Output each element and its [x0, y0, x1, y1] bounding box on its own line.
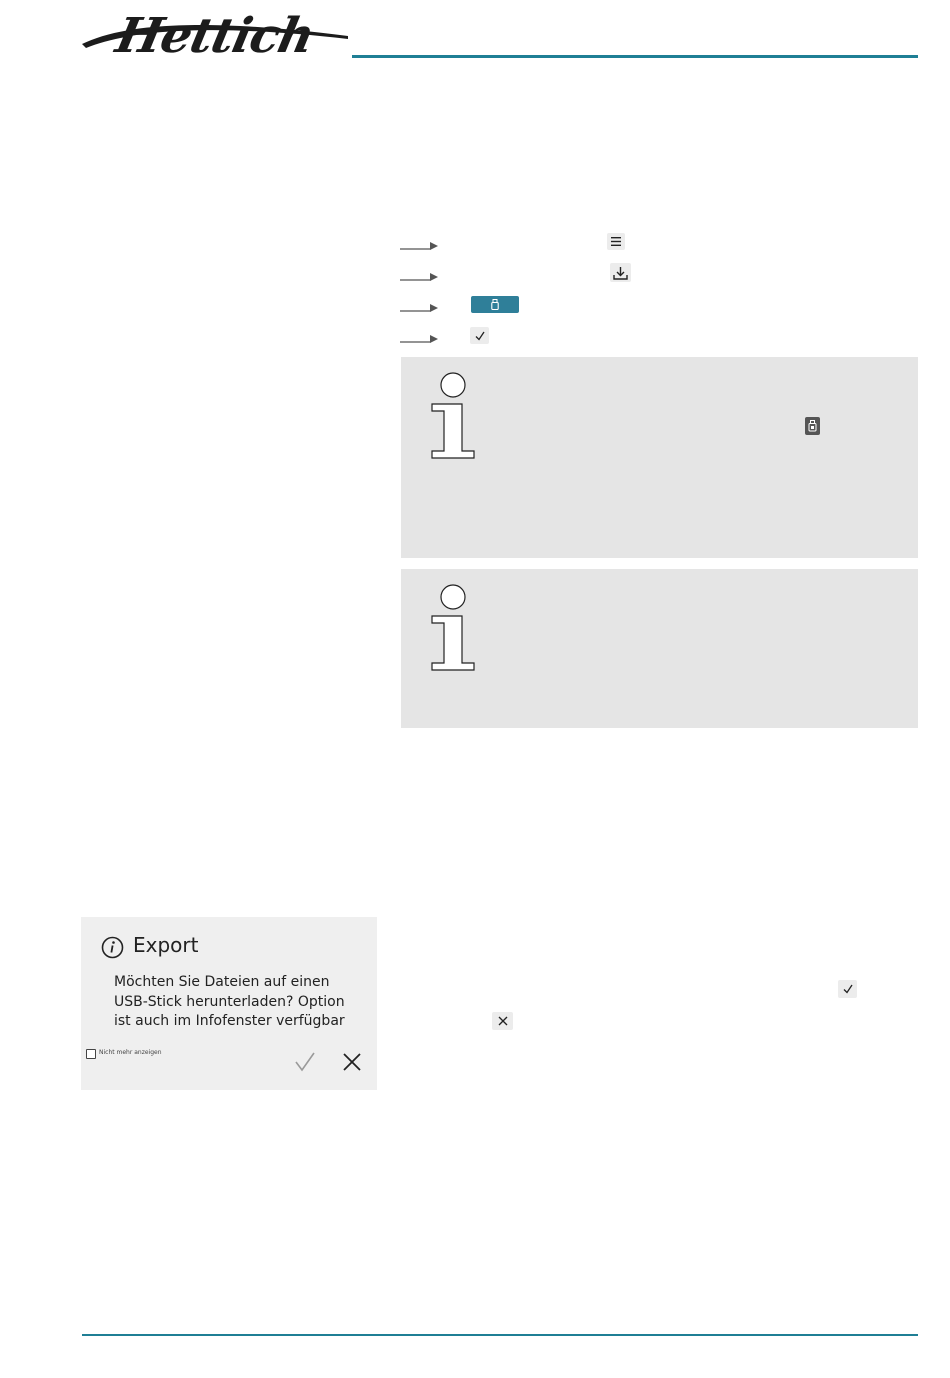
- dialog-message: [114, 973, 364, 1032]
- confirm-button[interactable]: [294, 1051, 316, 1073]
- step-arrow-3: [400, 301, 438, 315]
- dialog-title: Export: [133, 933, 199, 957]
- dialog-message-line: Möchten Sie Dateien auf einen: [114, 974, 330, 990]
- header-rule: [352, 55, 918, 58]
- dialog-message-line: USB-Stick herunterladen? Option: [114, 993, 345, 1010]
- step-arrow-2: [400, 270, 438, 284]
- info-icon: [428, 583, 478, 673]
- info-box-1: [401, 357, 918, 558]
- info-icon: [428, 371, 478, 461]
- logo-wordmark: Hettich: [111, 8, 319, 64]
- checkmark-icon: [470, 327, 489, 344]
- info-box-2: [401, 569, 918, 728]
- dialog-message-line: ist auch im Infofenster verfügbar: [114, 1013, 345, 1029]
- step-arrow-4: [400, 332, 438, 346]
- menu-icon: [607, 233, 625, 250]
- close-icon: [492, 1012, 513, 1030]
- hettich-logo: [80, 8, 350, 64]
- info-circle-icon: [101, 936, 124, 959]
- usb-status-icon: [805, 417, 820, 435]
- dont-show-again-label: Nicht mehr anzeigen: [99, 1049, 162, 1056]
- usb-stick-button: [471, 296, 519, 313]
- footer-rule: [82, 1334, 918, 1336]
- usb-stick-icon: [491, 299, 499, 310]
- step-arrow-1: [400, 239, 438, 253]
- download-icon: [610, 263, 631, 282]
- checkmark-icon: [838, 980, 857, 998]
- export-dialog: [81, 917, 377, 1090]
- dont-show-again-checkbox[interactable]: [86, 1049, 96, 1059]
- cancel-button[interactable]: [343, 1053, 361, 1071]
